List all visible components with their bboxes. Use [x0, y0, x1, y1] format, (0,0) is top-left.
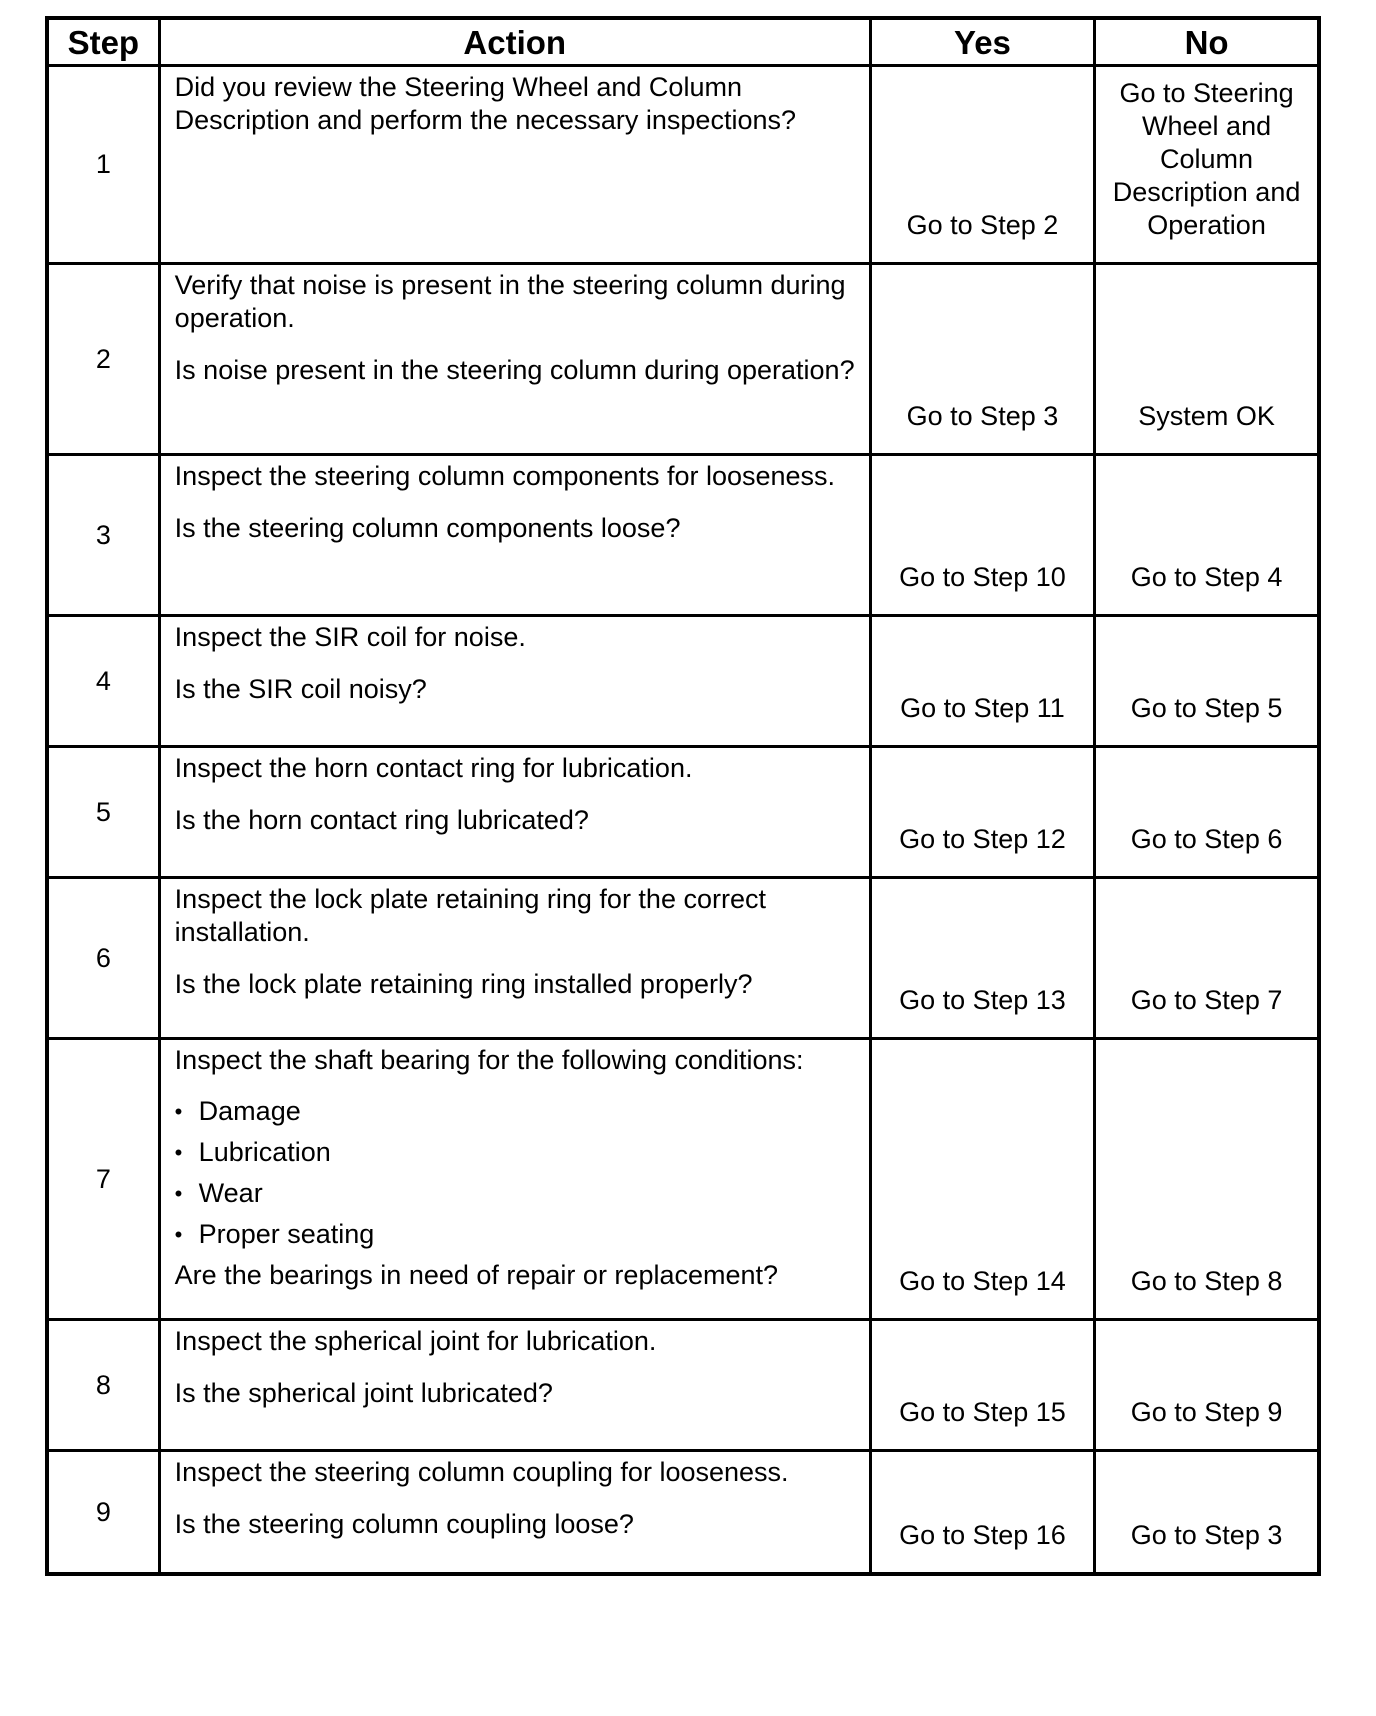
- step-number: 3: [47, 455, 159, 616]
- action-cell: [159, 616, 870, 747]
- step-number: 6: [47, 878, 159, 1039]
- action-cell: [159, 747, 870, 878]
- yes-result: Go to Step 13: [870, 878, 1094, 1039]
- action-cell: [159, 878, 870, 1039]
- action-question: Is the steering column components loose?: [174, 513, 681, 543]
- table-row: [47, 878, 1319, 1039]
- no-result: Go to Step 7: [1095, 878, 1319, 1039]
- step-number: 5: [47, 747, 159, 878]
- no-result: Go to Step 4: [1095, 455, 1319, 616]
- table-row: [47, 1320, 1319, 1451]
- step-number: 7: [47, 1039, 159, 1320]
- no-result: Go to Step 3: [1095, 1451, 1319, 1575]
- action-text: Inspect the steering column components for looseness.: [174, 461, 836, 491]
- header-row: [47, 18, 1319, 66]
- yes-result: Go to Step 12: [870, 747, 1094, 878]
- table-row: [47, 747, 1319, 878]
- yes-result: Go to Step 3: [870, 264, 1094, 455]
- condition-item: • Lubrication: [175, 1136, 859, 1169]
- action-cell: [159, 1039, 870, 1320]
- diagnostic-table: [45, 16, 1321, 1576]
- table-row: [47, 1039, 1319, 1320]
- action-cell: [159, 455, 870, 616]
- header-no: No: [1095, 18, 1319, 66]
- condition-item: • Proper seating: [175, 1218, 859, 1251]
- yes-result: Go to Step 10: [870, 455, 1094, 616]
- condition-list: [175, 1095, 859, 1251]
- action-text: Inspect the lock plate retaining ring for the correct installation.: [174, 884, 766, 947]
- header-action: Action: [159, 18, 870, 66]
- action-text: Inspect the horn contact ring for lubrication.: [174, 753, 693, 783]
- action-text: Inspect the steering column coupling for looseness.: [174, 1457, 789, 1487]
- action-text: Verify that noise is present in the steering column during operation.: [174, 270, 846, 333]
- yes-result: Go to Step 14: [870, 1039, 1094, 1320]
- action-text: Did you review the Steering Wheel and Column Description and perform the necessary inspections?: [174, 72, 796, 135]
- step-number: 1: [47, 66, 159, 264]
- action-cell: [159, 1451, 870, 1575]
- header-yes: Yes: [870, 18, 1094, 66]
- no-result: System OK: [1095, 264, 1319, 455]
- header-step: Step: [47, 18, 159, 66]
- action-question: Is noise present in the steering column during operation?: [174, 355, 855, 385]
- table-row: [47, 455, 1319, 616]
- action-question: Is the SIR coil noisy?: [174, 674, 427, 704]
- yes-result: Go to Step 11: [870, 616, 1094, 747]
- step-number: 9: [47, 1451, 159, 1575]
- no-result: Go to Step 8: [1095, 1039, 1319, 1320]
- action-question: Is the steering column coupling loose?: [174, 1509, 634, 1539]
- table-row: [47, 1451, 1319, 1575]
- step-number: 2: [47, 264, 159, 455]
- no-result: Go to Step 9: [1095, 1320, 1319, 1451]
- yes-result: Go to Step 16: [870, 1451, 1094, 1575]
- action-text: Inspect the spherical joint for lubrication.: [174, 1326, 657, 1356]
- yes-result: Go to Step 2: [870, 66, 1094, 264]
- action-text: Inspect the SIR coil for noise.: [174, 622, 526, 652]
- step-number: 4: [47, 616, 159, 747]
- yes-result: Go to Step 15: [870, 1320, 1094, 1451]
- action-cell: [159, 1320, 870, 1451]
- table-row: [47, 66, 1319, 264]
- action-question: Is the spherical joint lubricated?: [174, 1378, 553, 1408]
- action-cell: [159, 66, 870, 264]
- no-result: Go to Steering Wheel and Column Description and Operation: [1095, 66, 1319, 264]
- table-row: [47, 264, 1319, 455]
- action-question: Are the bearings in need of repair or replacement?: [174, 1260, 779, 1290]
- no-result: Go to Step 5: [1095, 616, 1319, 747]
- action-question: Is the horn contact ring lubricated?: [174, 805, 589, 835]
- table-row: [47, 616, 1319, 747]
- action-cell: [159, 264, 870, 455]
- condition-item: • Damage: [175, 1095, 859, 1128]
- action-question: Is the lock plate retaining ring installed properly?: [174, 969, 753, 999]
- step-number: 8: [47, 1320, 159, 1451]
- action-text: Inspect the shaft bearing for the following conditions:: [174, 1045, 804, 1075]
- condition-item: • Wear: [175, 1177, 859, 1210]
- no-result: Go to Step 6: [1095, 747, 1319, 878]
